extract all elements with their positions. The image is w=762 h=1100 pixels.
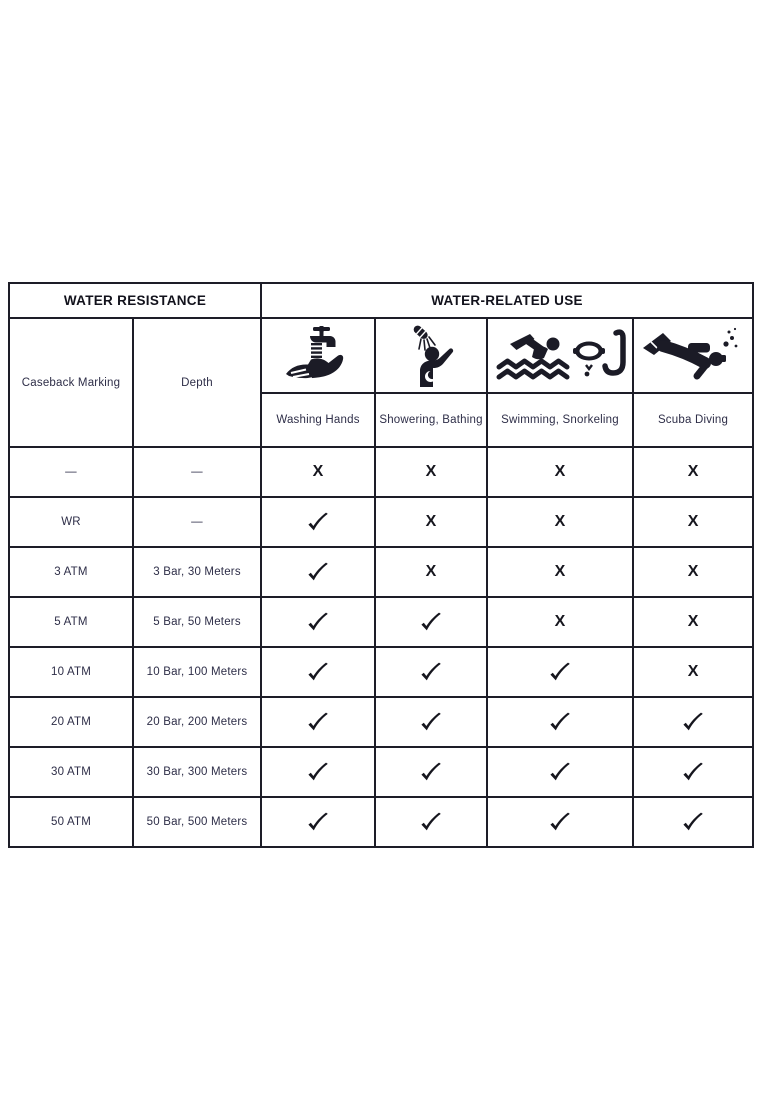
use-column-label-swimming-snorkeling: Swimming, Snorkeling <box>487 393 633 447</box>
table-row <box>9 597 753 647</box>
depth-cell: 30 Bar, 300 Meters <box>133 747 261 797</box>
allowed-cell <box>487 747 633 797</box>
allowed-cell <box>487 697 633 747</box>
check-icon <box>488 662 632 682</box>
not-allowed-cell <box>261 447 375 497</box>
depth-cell: 5 Bar, 50 Meters <box>133 597 261 647</box>
not-allowed-cell <box>633 547 753 597</box>
table-row <box>9 497 753 547</box>
cropped-next-row-edge <box>8 825 10 835</box>
allowed-cell <box>375 647 487 697</box>
allowed-cell <box>633 797 753 847</box>
table-row <box>9 647 753 697</box>
caseback-marking-cell: 20 ATM <box>9 697 133 747</box>
table-row <box>9 547 753 597</box>
header-row <box>9 283 753 318</box>
washing-hands-icon <box>261 318 375 393</box>
x-icon: X <box>687 513 699 530</box>
check-icon <box>262 562 374 582</box>
table-row <box>9 747 753 797</box>
check-icon <box>262 662 374 682</box>
caseback-marking-cell: 3 ATM <box>9 547 133 597</box>
icon-row <box>9 318 753 393</box>
check-icon <box>488 762 632 782</box>
depth-cell: — <box>133 447 261 497</box>
x-icon: X <box>687 563 699 580</box>
allowed-cell <box>261 647 375 697</box>
table-header <box>9 283 753 447</box>
swimming-snorkeling-icon <box>487 318 633 393</box>
allowed-cell <box>375 747 487 797</box>
not-allowed-cell <box>633 497 753 547</box>
caseback-marking-cell: 30 ATM <box>9 747 133 797</box>
check-icon <box>376 612 486 632</box>
x-icon: X <box>687 663 699 680</box>
use-column-label-showering-bathing: Showering, Bathing <box>375 393 487 447</box>
not-allowed-cell <box>487 547 633 597</box>
allowed-cell <box>633 747 753 797</box>
allowed-cell <box>375 797 487 847</box>
depth-cell: 50 Bar, 500 Meters <box>133 797 261 847</box>
not-allowed-cell <box>633 447 753 497</box>
not-allowed-cell <box>487 447 633 497</box>
check-icon <box>262 612 374 632</box>
allowed-cell <box>375 697 487 747</box>
water-resistance-table <box>8 282 754 848</box>
check-icon <box>634 712 752 732</box>
allowed-cell <box>261 797 375 847</box>
x-icon: X <box>425 563 437 580</box>
depth-column-header: Depth <box>133 318 261 447</box>
allowed-cell <box>375 597 487 647</box>
check-icon <box>634 812 752 832</box>
depth-cell: 3 Bar, 30 Meters <box>133 547 261 597</box>
caseback-marking-column-header: Caseback Marking <box>9 318 133 447</box>
x-icon: X <box>425 513 437 530</box>
x-icon: X <box>687 613 699 630</box>
use-column-label-washing-hands: Washing Hands <box>261 393 375 447</box>
table-row <box>9 447 753 497</box>
check-icon <box>376 762 486 782</box>
caseback-marking-cell: — <box>9 447 133 497</box>
check-icon <box>488 712 632 732</box>
check-icon <box>262 762 374 782</box>
not-allowed-cell <box>375 497 487 547</box>
table-body <box>9 447 753 847</box>
caseback-marking-cell: 10 ATM <box>9 647 133 697</box>
allowed-cell <box>261 747 375 797</box>
not-allowed-cell <box>487 497 633 547</box>
check-icon <box>488 812 632 832</box>
depth-cell: — <box>133 497 261 547</box>
check-icon <box>262 812 374 832</box>
use-column-label-scuba-diving: Scuba Diving <box>633 393 753 447</box>
table-row <box>9 697 753 747</box>
check-icon <box>262 712 374 732</box>
allowed-cell <box>633 697 753 747</box>
allowed-cell <box>261 597 375 647</box>
water-resistance-header: WATER RESISTANCE <box>9 283 261 318</box>
not-allowed-cell <box>633 597 753 647</box>
x-icon: X <box>687 463 699 480</box>
depth-cell: 10 Bar, 100 Meters <box>133 647 261 697</box>
not-allowed-cell <box>633 647 753 697</box>
allowed-cell <box>487 647 633 697</box>
x-icon: X <box>554 463 566 480</box>
scuba-diving-icon <box>633 318 753 393</box>
x-icon: X <box>554 613 566 630</box>
check-icon <box>634 762 752 782</box>
caseback-marking-cell: WR <box>9 497 133 547</box>
not-allowed-cell <box>375 547 487 597</box>
depth-cell: 20 Bar, 200 Meters <box>133 697 261 747</box>
check-icon <box>376 712 486 732</box>
allowed-cell <box>487 797 633 847</box>
not-allowed-cell <box>487 597 633 647</box>
water-related-use-header: WATER-RELATED USE <box>261 283 753 318</box>
allowed-cell <box>261 547 375 597</box>
check-icon <box>376 812 486 832</box>
showering-bathing-icon <box>375 318 487 393</box>
x-icon: X <box>425 463 437 480</box>
caseback-marking-cell: 5 ATM <box>9 597 133 647</box>
check-icon <box>262 512 374 532</box>
allowed-cell <box>261 697 375 747</box>
x-icon: X <box>554 513 566 530</box>
check-icon <box>376 662 486 682</box>
x-icon: X <box>312 463 324 480</box>
table-row <box>9 797 753 847</box>
caseback-marking-cell: 50 ATM <box>9 797 133 847</box>
not-allowed-cell <box>375 447 487 497</box>
x-icon: X <box>554 563 566 580</box>
allowed-cell <box>261 497 375 547</box>
